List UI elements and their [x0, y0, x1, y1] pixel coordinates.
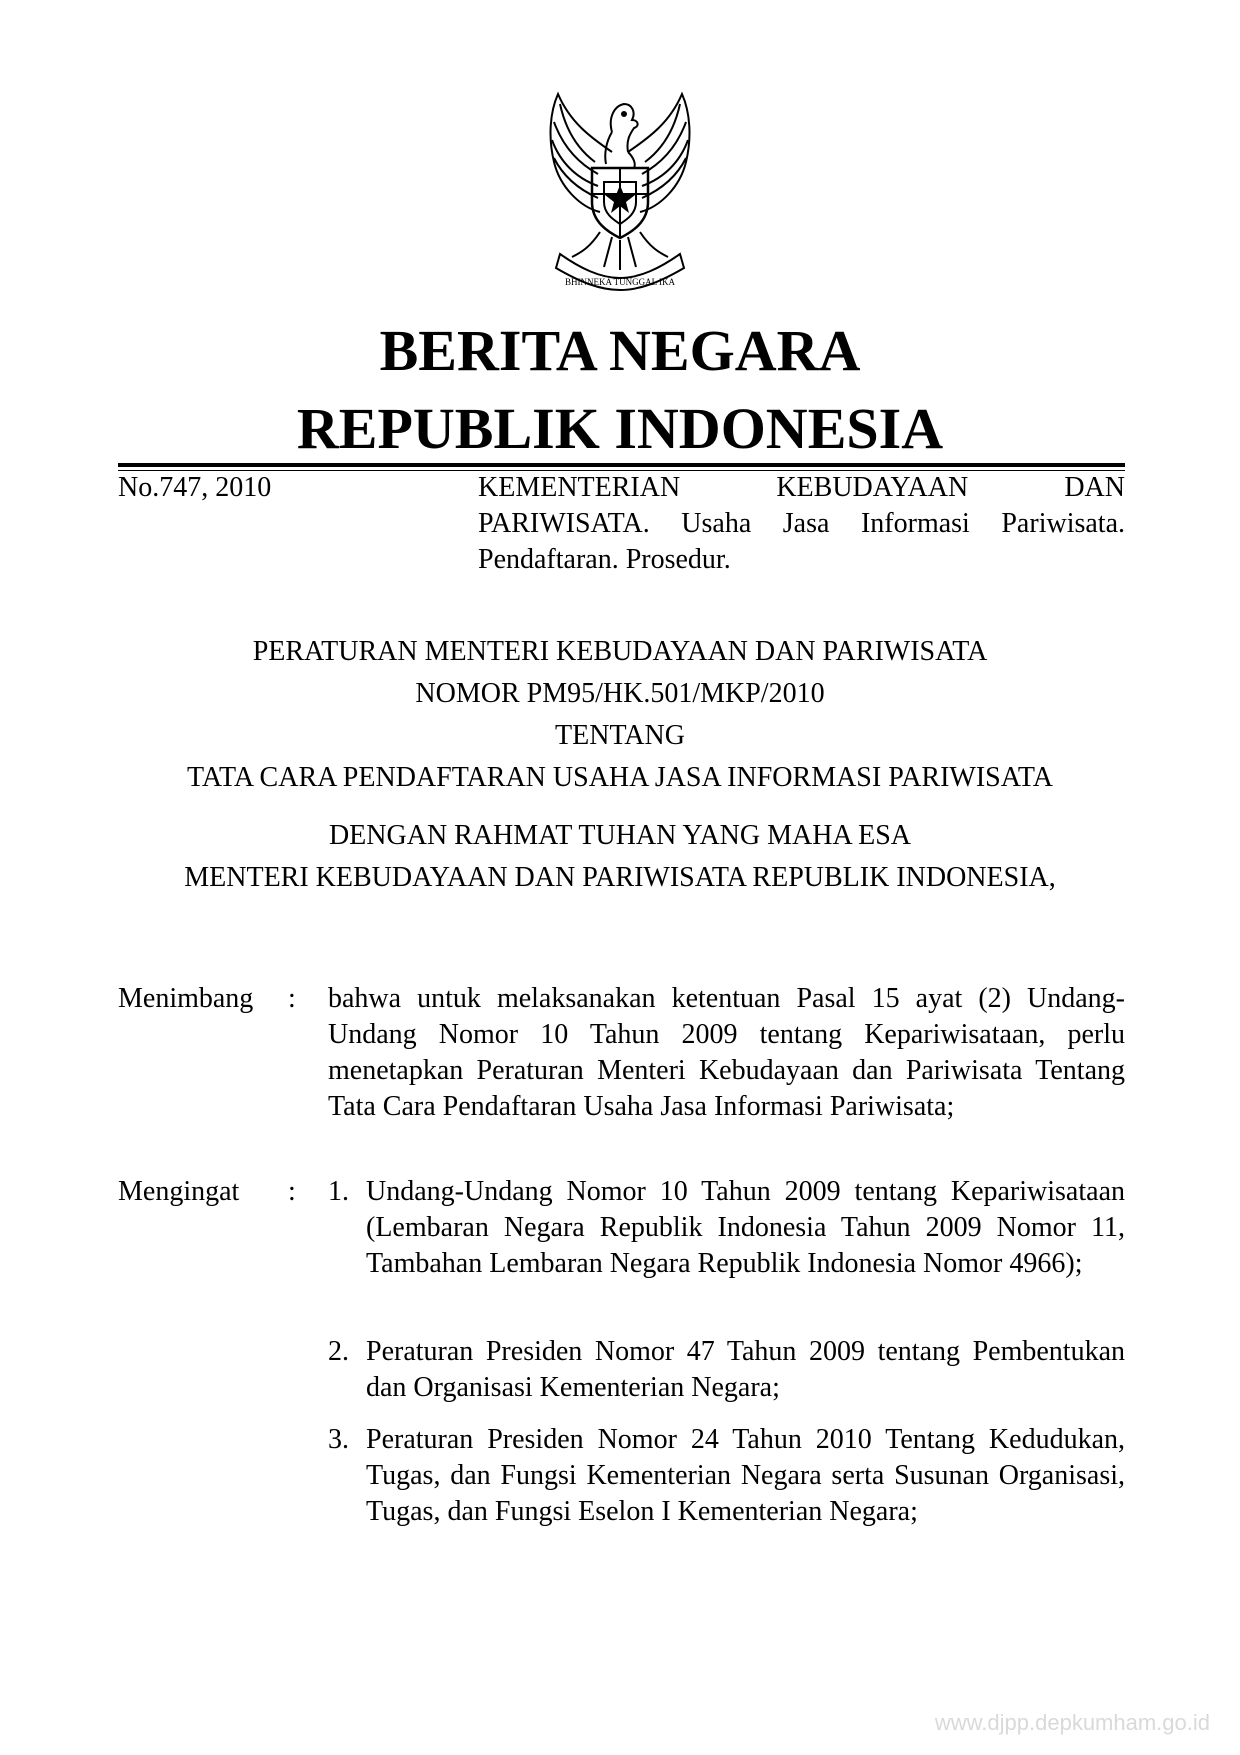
gazette-subject-line1: KEMENTERIAN KEBUDAYAAN DAN — [478, 472, 1125, 503]
mengingat-item: Peraturan Presiden Nomor 47 Tahun 2009 tentang Pembentukan dan Organisasi Kementerian Negara; — [366, 1336, 1125, 1403]
gazette-subject — [478, 470, 1125, 578]
invocation: DENGAN RAHMAT TUHAN YANG MAHA ESA — [328, 820, 912, 851]
regulation-number: NOMOR PM95/HK.501/MKP/2010 — [415, 678, 825, 709]
mengingat-item-number: 2. — [328, 1336, 349, 1367]
menimbang-text: bahwa untuk melaksanakan ketentuan Pasal 15 ayat (2) Undang-Undang Nomor 10 Tahun 2009 tentang Kepariwisataan, perlu menetapkan Peraturan Menteri Kebudayaan dan Pariwisata Tentang Tata Cara Pendaftaran Usaha Jasa Informasi Pariwisata; — [328, 983, 1125, 1122]
emblem-motto: BHINNEKA TUNGGAL IKA — [565, 277, 675, 287]
issuing-authority: MENTERI KEBUDAYAAN DAN PARIWISATA REPUBLIK INDONESIA, — [184, 862, 1056, 893]
menimbang-colon: : — [288, 983, 296, 1014]
mengingat-item-number: 1. — [328, 1176, 349, 1207]
garuda-emblem-icon — [520, 82, 720, 292]
mengingat-item-number: 3. — [328, 1424, 349, 1455]
regulation-subject: TATA CARA PENDAFTARAN USAHA JASA INFORMASI PARIWISATA — [187, 762, 1053, 793]
mengingat-colon: : — [288, 1176, 296, 1207]
mengingat-item: Undang-Undang Nomor 10 Tahun 2009 tentang Kepariwisataan (Lembaran Negara Republik Indonesia Tahun 2009 Nomor 11, Tambahan Lembaran Negara Republik Indonesia Nomor 4966); — [366, 1176, 1125, 1279]
watermark: www.djpp.depkumham.go.id — [934, 1710, 1210, 1735]
regulation-title: PERATURAN MENTERI KEBUDAYAAN DAN PARIWISATA — [252, 636, 988, 667]
mengingat-item: Peraturan Presiden Nomor 24 Tahun 2010 Tentang Kedudukan, Tugas, dan Fungsi Kementerian Negara serta Susunan Organisasi, Tugas, dan Fungsi Eselon I Kementerian Negara; — [366, 1424, 1125, 1527]
mengingat-label: Mengingat — [118, 1176, 240, 1207]
masthead-title-line2: REPUBLIK INDONESIA — [296, 396, 944, 461]
masthead-title-line1: BERITA NEGARA — [379, 318, 861, 383]
gazette-subject-rest: PARIWISATA. Usaha Jasa Informasi Pariwisata. Pendaftaran. Prosedur. — [478, 508, 1125, 575]
gazette-number: No.747, 2010 — [118, 472, 272, 503]
menimbang-label: Menimbang — [118, 983, 254, 1014]
masthead-divider — [118, 463, 1125, 467]
regulation-tentang: TENTANG — [555, 720, 685, 751]
